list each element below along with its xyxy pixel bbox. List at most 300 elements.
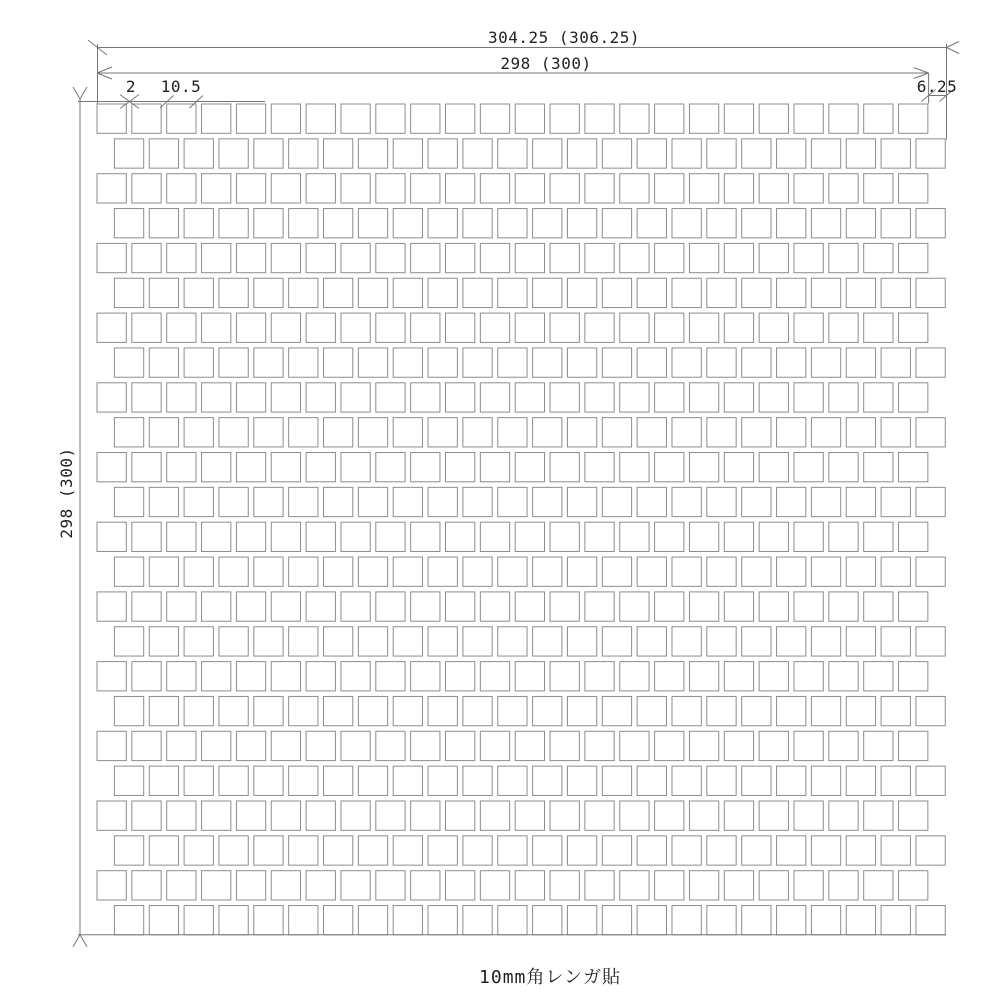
mosaic-tile (271, 731, 300, 760)
mosaic-tile (341, 313, 370, 342)
mosaic-tile (149, 487, 178, 516)
mosaic-tile (777, 627, 806, 656)
mosaic-tile (114, 209, 143, 238)
mosaic-tile (376, 453, 405, 482)
mosaic-tile (724, 522, 753, 551)
mosaic-tile (358, 209, 387, 238)
mosaic-tile (480, 174, 509, 203)
mosaic-tile (637, 766, 666, 795)
mosaic-tile (916, 557, 945, 586)
mosaic-tile (184, 766, 213, 795)
mosaic-tile (167, 313, 196, 342)
mosaic-tile (167, 731, 196, 760)
mosaic-tile (463, 487, 492, 516)
mosaic-tile (689, 801, 718, 830)
mosaic-tile (411, 801, 440, 830)
mosaic-tile (480, 243, 509, 272)
mosaic-tile (184, 209, 213, 238)
mosaic-tile (811, 209, 840, 238)
mosaic-tile (899, 243, 928, 272)
mosaic-tile (777, 418, 806, 447)
mosaic-tile (446, 871, 475, 900)
mosaic-tile (759, 662, 788, 691)
mosaic-tile (236, 383, 265, 412)
mosaic-tile (846, 487, 875, 516)
mosaic-tile (114, 906, 143, 935)
mosaic-tile (114, 418, 143, 447)
mosaic-tile (533, 557, 562, 586)
mosaic-tile (811, 766, 840, 795)
mosaic-tile (376, 662, 405, 691)
mosaic-tile (550, 662, 579, 691)
mosaic-tile (602, 906, 631, 935)
mosaic-tile (585, 731, 614, 760)
mosaic-tile (759, 871, 788, 900)
mosaic-tile (881, 766, 910, 795)
mosaic-tile (846, 418, 875, 447)
mosaic-tile (428, 557, 457, 586)
mosaic-tile (167, 801, 196, 830)
mosaic-tile (759, 453, 788, 482)
mosaic-tile (846, 627, 875, 656)
dim-row-offset-label: 6.25 (916, 77, 958, 96)
mosaic-tile (114, 278, 143, 307)
mosaic-tile (829, 313, 858, 342)
mosaic-tile (236, 453, 265, 482)
mosaic-tile (306, 453, 335, 482)
mosaic-tile (637, 348, 666, 377)
mosaic-tile (672, 278, 701, 307)
mosaic-tile (567, 139, 596, 168)
mosaic-tile (672, 557, 701, 586)
mosaic-tile (306, 383, 335, 412)
mosaic-tile (689, 592, 718, 621)
mosaic-tile (620, 801, 649, 830)
mosaic-tile (324, 906, 353, 935)
mosaic-tile (759, 731, 788, 760)
mosaic-tile (219, 906, 248, 935)
mosaic-tile (97, 522, 126, 551)
mosaic-tile (637, 278, 666, 307)
mosaic-tile (393, 696, 422, 725)
mosaic-tile (916, 348, 945, 377)
mosaic-tile (794, 104, 823, 133)
mosaic-tile (236, 313, 265, 342)
mosaic-tile (446, 243, 475, 272)
mosaic-tile (637, 696, 666, 725)
mosaic-tile (567, 348, 596, 377)
mosaic-tile (620, 453, 649, 482)
mosaic-tile (114, 557, 143, 586)
mosaic-tile (167, 174, 196, 203)
mosaic-tile (324, 139, 353, 168)
mosaic-tile (515, 453, 544, 482)
mosaic-tile (498, 627, 527, 656)
mosaic-tile (97, 801, 126, 830)
mosaic-tile (637, 139, 666, 168)
mosaic-tile (324, 627, 353, 656)
mosaic-tile (149, 836, 178, 865)
mosaic-tile (376, 522, 405, 551)
mosaic-tile (742, 418, 771, 447)
mosaic-tile (672, 418, 701, 447)
mosaic-tile (167, 383, 196, 412)
mosaic-tile (289, 627, 318, 656)
mosaic-tile (515, 731, 544, 760)
mosaic-tile (567, 418, 596, 447)
mosaic-tile (707, 278, 736, 307)
mosaic-tile (655, 243, 684, 272)
mosaic-tile (289, 836, 318, 865)
mosaic-tile (219, 487, 248, 516)
mosaic-tile (724, 243, 753, 272)
mosaic-tile (585, 522, 614, 551)
mosaic-tile (655, 174, 684, 203)
mosaic-tile (480, 313, 509, 342)
mosaic-tile (585, 662, 614, 691)
mosaic-tile (271, 871, 300, 900)
mosaic-tile (341, 522, 370, 551)
mosaic-tile (689, 662, 718, 691)
mosaic-tile (341, 383, 370, 412)
mosaic-tile (655, 522, 684, 551)
mosaic-tile (254, 836, 283, 865)
mosaic-tile (602, 487, 631, 516)
mosaic-tile (358, 487, 387, 516)
mosaic-tile (515, 174, 544, 203)
mosaic-tile (289, 139, 318, 168)
mosaic-tile (585, 383, 614, 412)
mosaic-tile (428, 627, 457, 656)
mosaic-tile (707, 906, 736, 935)
mosaic-tile (829, 174, 858, 203)
mosaic-tile (533, 278, 562, 307)
mosaic-tile (289, 487, 318, 516)
mosaic-tile (515, 801, 544, 830)
mosaic-tile (132, 104, 161, 133)
mosaic-tile (864, 731, 893, 760)
mosaic-tile (881, 348, 910, 377)
mosaic-tile (742, 348, 771, 377)
mosaic-tile (811, 487, 840, 516)
mosaic-tile (829, 453, 858, 482)
mosaic-tile (724, 174, 753, 203)
mosaic-tile (899, 801, 928, 830)
mosaic-tile (707, 209, 736, 238)
mosaic-tile (149, 348, 178, 377)
mosaic-tile (149, 139, 178, 168)
mosaic-tile (358, 906, 387, 935)
mosaic-tile (376, 243, 405, 272)
mosaic-tile (306, 871, 335, 900)
mosaic-tile (97, 313, 126, 342)
mosaic-tile (846, 906, 875, 935)
mosaic-tile (306, 313, 335, 342)
mosaic-tile (184, 906, 213, 935)
mosaic-tile (306, 174, 335, 203)
mosaic-tile (533, 696, 562, 725)
mosaic-tile (341, 662, 370, 691)
mosaic-tile (742, 139, 771, 168)
mosaic-tile (411, 453, 440, 482)
mosaic-tile (899, 522, 928, 551)
mosaic-tile (742, 696, 771, 725)
mosaic-tile (881, 627, 910, 656)
mosaic-tile (114, 696, 143, 725)
mosaic-tile (114, 348, 143, 377)
mosaic-tile (550, 522, 579, 551)
mosaic-tile (428, 696, 457, 725)
mosaic-tile (550, 383, 579, 412)
mosaic-tile (829, 522, 858, 551)
mosaic-tile (254, 278, 283, 307)
mosaic-tile (533, 836, 562, 865)
mosaic-tile (724, 313, 753, 342)
mosaic-tile (184, 348, 213, 377)
mosaic-tile (480, 731, 509, 760)
mosaic-tile (742, 766, 771, 795)
mosaic-tile (446, 453, 475, 482)
mosaic-tile (637, 487, 666, 516)
mosaic-tile (498, 278, 527, 307)
mosaic-tile (777, 278, 806, 307)
mosaic-tile (533, 766, 562, 795)
mosaic-tile (184, 487, 213, 516)
mosaic-tile (811, 557, 840, 586)
mosaic-tile (428, 906, 457, 935)
mosaic-tile (829, 662, 858, 691)
mosaic-tile (132, 871, 161, 900)
mosaic-tile (916, 278, 945, 307)
mosaic-tile (707, 139, 736, 168)
mosaic-tile (602, 209, 631, 238)
mosaic-tile (358, 139, 387, 168)
mosaic-tile (899, 453, 928, 482)
mosaic-tile (446, 662, 475, 691)
mosaic-tile (411, 871, 440, 900)
mosaic-tile (637, 557, 666, 586)
mosaic-tile (149, 209, 178, 238)
mosaic-tile (881, 278, 910, 307)
mosaic-tile (916, 836, 945, 865)
mosaic-tile (202, 662, 231, 691)
mosaic-tile (707, 557, 736, 586)
mosaic-tile (620, 174, 649, 203)
mosaic-tile (846, 696, 875, 725)
mosaic-tile (829, 243, 858, 272)
mosaic-tile (759, 592, 788, 621)
mosaic-tile (184, 139, 213, 168)
mosaic-tile (550, 313, 579, 342)
mosaic-tile (149, 627, 178, 656)
mosaic-tile (689, 383, 718, 412)
mosaic-tile (271, 313, 300, 342)
mosaic-tile (167, 522, 196, 551)
mosaic-tile (777, 209, 806, 238)
mosaic-tile (777, 487, 806, 516)
mosaic-tile (97, 662, 126, 691)
mosaic-tile (376, 801, 405, 830)
mosaic-tile (393, 627, 422, 656)
mosaic-tile (254, 348, 283, 377)
mosaic-tile (480, 453, 509, 482)
mosaic-tile (881, 836, 910, 865)
mosaic-tile (202, 453, 231, 482)
mosaic-tile (97, 383, 126, 412)
mosaic-tile (811, 418, 840, 447)
mosaic-tile (289, 557, 318, 586)
mosaic-tile (463, 278, 492, 307)
mosaic-tile (846, 557, 875, 586)
mosaic-tile (446, 522, 475, 551)
mosaic-tile (689, 174, 718, 203)
mosaic-tile (515, 592, 544, 621)
mosaic-tile (254, 139, 283, 168)
mosaic-tile (202, 313, 231, 342)
mosaic-tile (393, 418, 422, 447)
mosaic-tile (324, 209, 353, 238)
mosaic-tile (114, 836, 143, 865)
mosaic-tile (881, 557, 910, 586)
mosaic-tile (167, 592, 196, 621)
mosaic-tile (759, 313, 788, 342)
mosaic-tile (393, 487, 422, 516)
mosaic-tile (236, 592, 265, 621)
mosaic-tile (567, 627, 596, 656)
mosaic-tile (637, 627, 666, 656)
mosaic-tile (376, 313, 405, 342)
mosaic-tile (498, 557, 527, 586)
mosaic-tile (236, 871, 265, 900)
mosaic-tile (585, 871, 614, 900)
mosaic-tile (550, 453, 579, 482)
mosaic-tile (463, 627, 492, 656)
mosaic-tile (811, 906, 840, 935)
mosaic-tile (742, 836, 771, 865)
mosaic-tile (533, 139, 562, 168)
mosaic-tile (254, 766, 283, 795)
mosaic-tile (585, 313, 614, 342)
mosaic-tile (341, 453, 370, 482)
mosaic-tile (602, 696, 631, 725)
mosaic-tile (358, 348, 387, 377)
mosaic-tile (376, 871, 405, 900)
mosaic-tile (132, 313, 161, 342)
mosaic-tile (777, 139, 806, 168)
mosaic-tile (724, 383, 753, 412)
mosaic-tile (567, 209, 596, 238)
mosaic-tile (533, 487, 562, 516)
mosaic-tile (864, 453, 893, 482)
mosaic-tile (585, 243, 614, 272)
mosaic-tile (846, 278, 875, 307)
mosaic-tile (411, 522, 440, 551)
mosaic-tile (411, 313, 440, 342)
mosaic-tile (184, 696, 213, 725)
mosaic-tile (777, 906, 806, 935)
mosaic-tile (428, 487, 457, 516)
mosaic-tile (358, 836, 387, 865)
mosaic-tile (202, 174, 231, 203)
mosaic-tile (271, 801, 300, 830)
mosaic-tile (567, 487, 596, 516)
mosaic-tile (132, 801, 161, 830)
mosaic-tile (533, 348, 562, 377)
mosaic-tile (672, 696, 701, 725)
mosaic-tile (236, 731, 265, 760)
mosaic-tile (829, 104, 858, 133)
mosaic-tile (411, 592, 440, 621)
mosaic-tile (428, 209, 457, 238)
mosaic-tile (794, 592, 823, 621)
mosaic-tile (864, 104, 893, 133)
mosaic-tile (533, 627, 562, 656)
mosaic-tile (864, 801, 893, 830)
mosaic-tile (393, 906, 422, 935)
mosaic-tile (881, 696, 910, 725)
mosaic-tile (428, 766, 457, 795)
mosaic-tile (202, 243, 231, 272)
mosaic-tile (829, 801, 858, 830)
mosaic-tile (916, 696, 945, 725)
mosaic-tile (254, 696, 283, 725)
mosaic-tile (184, 627, 213, 656)
mosaic-tile (184, 278, 213, 307)
mosaic-tile (689, 731, 718, 760)
dim-tile-size-label: 10.5 (160, 77, 202, 96)
mosaic-tile (167, 243, 196, 272)
mosaic-tile (777, 836, 806, 865)
mosaic-tile (899, 174, 928, 203)
mosaic-tile (202, 104, 231, 133)
mosaic-tile (498, 348, 527, 377)
mosaic-tile (672, 906, 701, 935)
mosaic-tile (219, 278, 248, 307)
mosaic-tile (689, 104, 718, 133)
mosaic-tile (515, 662, 544, 691)
mosaic-tile (480, 871, 509, 900)
mosaic-tile (306, 104, 335, 133)
mosaic-tile (219, 696, 248, 725)
mosaic-tile (324, 557, 353, 586)
mosaic-tile (184, 836, 213, 865)
mosaic-tile (463, 348, 492, 377)
mosaic-tile (446, 592, 475, 621)
mosaic-tile (376, 174, 405, 203)
mosaic-tile (829, 871, 858, 900)
mosaic-tile (236, 801, 265, 830)
mosaic-tile (132, 453, 161, 482)
mosaic-tile (759, 801, 788, 830)
mosaic-tile (620, 313, 649, 342)
mosaic-tile (202, 383, 231, 412)
mosaic-tile (759, 243, 788, 272)
mosaic-tile (916, 487, 945, 516)
mosaic-tile (620, 522, 649, 551)
dim-overall-width-label: 304.25 (306.25) (488, 28, 640, 47)
mosaic-tile (132, 592, 161, 621)
mosaic-tile (567, 278, 596, 307)
mosaic-tile (655, 731, 684, 760)
mosaic-tile (306, 662, 335, 691)
mosaic-tile (289, 696, 318, 725)
mosaic-tile (341, 174, 370, 203)
mosaic-tile (498, 418, 527, 447)
mosaic-tile (829, 731, 858, 760)
mosaic-tile (498, 906, 527, 935)
mosaic-tile (202, 801, 231, 830)
mosaic-tile (846, 209, 875, 238)
